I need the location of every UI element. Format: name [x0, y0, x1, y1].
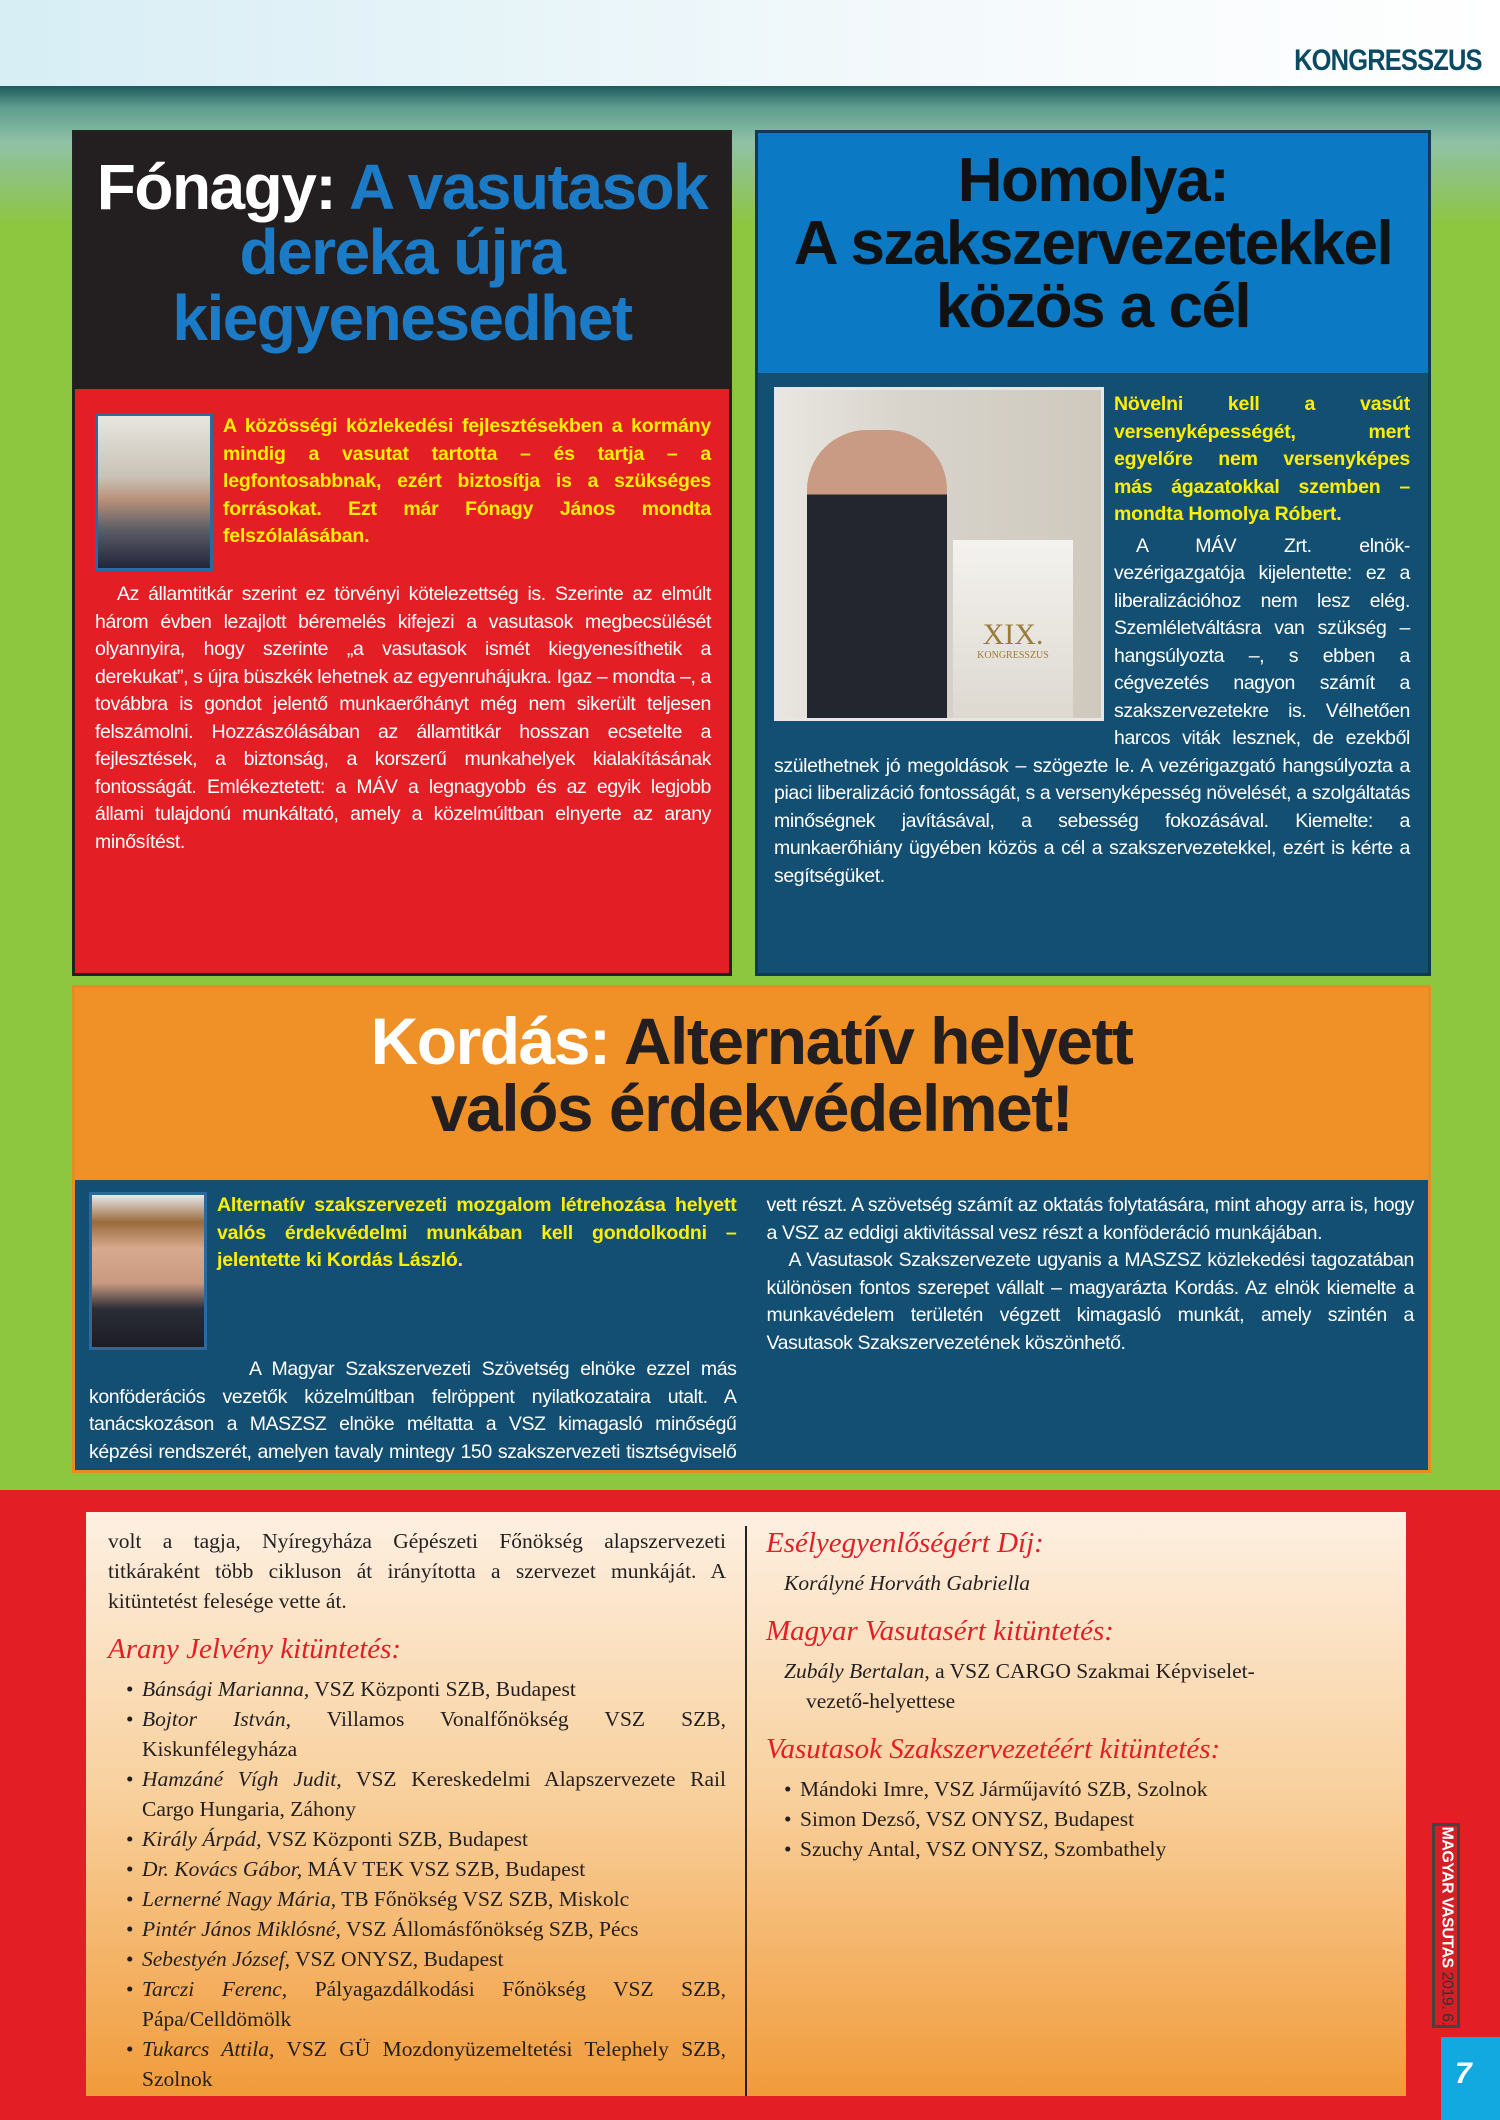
list-item: • Bojtor István, Villamos Vonalfőnökség VSZ SZB, Kiskunfélegyháza [108, 1704, 726, 1764]
title-text: valós érdekvédelmet! [430, 1071, 1073, 1146]
article-lead: A közösségi közlekedési fejlesztésekben a kormány mindig a vasutat tartotta – és tartja – a legfontosabbnak, ezért biztosítja is a szükséges forrásokat. Ezt már Fónagy János mondta felszólalásában. [223, 415, 711, 547]
article-title [75, 988, 1428, 1180]
list-item: • Hamzáné Vígh Judit, VSZ Kereskedelmi Alapszervezete Rail Cargo Hungaria, Záhony [108, 1764, 726, 1824]
article-title [75, 133, 729, 389]
award-recipient: Zubály Bertalan, a VSZ CARGO Szakmai Képviselet- vezető-helyettese [784, 1659, 1255, 1713]
list-item: • Király Árpád, VSZ Központi SZB, Budapest [108, 1824, 726, 1854]
magazine-label [1432, 1823, 1460, 2028]
award-recipient: Korályné Horváth Gabriella [784, 1571, 1031, 1595]
article-body: A MÁV Zrt. elnök-vezérigazgatója kijelentette: ez a liberalizációhoz nem lesz elég. Szemléletváltásra van szükség – hangsúlyozta –, s ebben a cégvezetés nagyon számít a szakszervezetekre is. Vélhetően harcos viták lesznek, de ezekből születhetnek jó megoldások – szögezte le. A vezérigazgató hangsúlyozta a piaci liberalizáció fontosságát, s a versenyképesség növelését, a szolgáltatás minőségnek javításával, a sebesség fokozásával. Kiemelte: a munkaerőhiány ügyében közös a cél a szakszervezetekkel, ezért is kérte a segítségüket. [774, 534, 1410, 887]
list-item: • Mándoki Imre, VSZ Járműjavító SZB, Szolnok [766, 1774, 1384, 1804]
article-lead: Alternatív szakszervezeti mozgalom létrehozása helyett valós érdekvédelmi munkában kell gondolkodni – jelentette ki Kordás László. [217, 1194, 737, 1271]
article-body: A Magyar Szakszervezeti Szövetség elnöke ezzel más konföderációs vezetők közelmúltban felröppent nyilatkozataira utalt. A tanácskozáson a MASZSZ elnöke méltatta a VSZ kimagasló minőségű képzési rendszerét, amelyen tavaly mintegy 150 szakszervezeti tisztségviselő vett részt. A szövetség számít az oktatás folytatására, mint ahogy arra is, hogy a VSZ az eddigi aktivitással vesz részt a konföderáció munkájában. [89, 1194, 1414, 1463]
portrait-photo [95, 413, 213, 571]
title-text: dereka újra [239, 216, 565, 289]
issue-number: 2019. 6. [1438, 1971, 1456, 2025]
list-item: • Szuchy Antal, VSZ ONYSZ, Szombathely [766, 1834, 1384, 1864]
article-body: Az államtitkár szerint ez törvényi kötelezettség is. Szerinte az elmúlt három évben lezajlott béremelés kifejezi a vasutasok megbecsülését olyannyira, hogy szerinte „a vasutasok ismét kiegyenesíthetik a derekukat”, s újra büszkék lehetnek az egyenruhájukra. Igaz – mondta –, a továbbra is gondot jelentő munkaerőhányt még nem sikerült teljesen felszámolni. Hozzászólásában az államtitkár hosszan ecsetelte a fejlesztések, a biztonság, a korszerű munkahelyek kialakításának fontosságát. Emlékeztetett: a MÁV a legnagyobb és az egyik legjobb állami tulajdonú munkáltató, amely a közelmúltban elnyerte az arany minősítést. [95, 583, 711, 853]
list-item: • Pintér János Miklósné, VSZ Állomásfőnökség SZB, Pécs [108, 1914, 726, 1944]
podium-text: XIX. [982, 618, 1044, 651]
magazine-name: MAGYAR VASUTAS [1438, 1826, 1456, 1968]
list-item: • Lernerné Nagy Mária, TB Főnökség VSZ SZB, Miskolc [108, 1884, 726, 1914]
list-item: • Dr. Kovács Gábor, MÁV TEK VSZ SZB, Budapest [108, 1854, 726, 1884]
page-header [0, 0, 1500, 86]
award-heading: Esélyegyenlőségért Díj: [766, 1527, 1044, 1559]
list-item: • Simon Dezső, VSZ ONYSZ, Budapest [766, 1804, 1384, 1834]
article-homolya [755, 130, 1431, 976]
title-text: Alternatív helyett [623, 1004, 1133, 1078]
list-item: • Bánsági Marianna, VSZ Központi SZB, Budapest [108, 1674, 726, 1704]
title-name: Kordás: [370, 1004, 610, 1078]
list-item: • Sebestyén József, VSZ ONYSZ, Budapest [108, 1944, 726, 1974]
title-text: A vasutasok [349, 151, 708, 223]
title-name: Homolya: [957, 146, 1229, 215]
title-text: kiegyenesedhet [172, 281, 632, 354]
portrait-photo [89, 1192, 207, 1350]
list-item: • Tukarcs Attila, VSZ GÜ Mozdonyüzemeltetési Telephely SZB, Szolnok [108, 2034, 726, 2094]
podium [953, 540, 1073, 721]
article-lead: Növelni kell a vasút versenyképességét, mert egyelőre nem versenyképes más ágazatokkal szemben – mondta Homolya Róbert. [1114, 393, 1410, 525]
title-text: A szakszervezetekkel [793, 209, 1393, 279]
speaker-figure [807, 430, 947, 721]
article-fonagy [72, 130, 732, 976]
title-text: közös a cél [935, 272, 1251, 342]
page-number: 7 [1441, 2037, 1500, 2120]
list-item: • Tarczi Ferenc, Pályagazdálkodási Főnökség VSZ SZB, Pápa/Celldömölk [108, 1974, 726, 2034]
article-kordas [72, 985, 1431, 1473]
speaker-photo [774, 387, 1104, 721]
awards-panel [86, 1512, 1406, 2096]
article-body: A Vasutasok Szakszervezete ugyanis a MASZSZ közlekedési tagozatában különösen fontos szerepet vállalt – magyarázta Kordás. Az elnök kiemelte a munkavédelem területén végzett kimagasló munkát, amely szintén a Vasutasok Szakszervezetének köszönhető. [766, 1249, 1414, 1354]
intro-paragraph: volt a tagja, Nyíregyháza Gépészeti Főnökség alapszervezeti titkáraként több cikluson át irányította a szervezet munkáját. A kitüntetést felesége vette át. [108, 1529, 726, 1613]
article-title [758, 133, 1428, 373]
title-name: Fónagy: [96, 151, 336, 223]
podium-subtext: KONGRESSZUS [977, 650, 1049, 661]
award-heading: Vasutasok Szakszervezetéért kitüntetés: [766, 1733, 1221, 1765]
section-label: KONGRESSZUS [1294, 44, 1482, 77]
award-heading: Arany Jelvény kitüntetés: [108, 1633, 402, 1665]
award-heading: Magyar Vasutasért kitüntetés: [766, 1615, 1114, 1647]
